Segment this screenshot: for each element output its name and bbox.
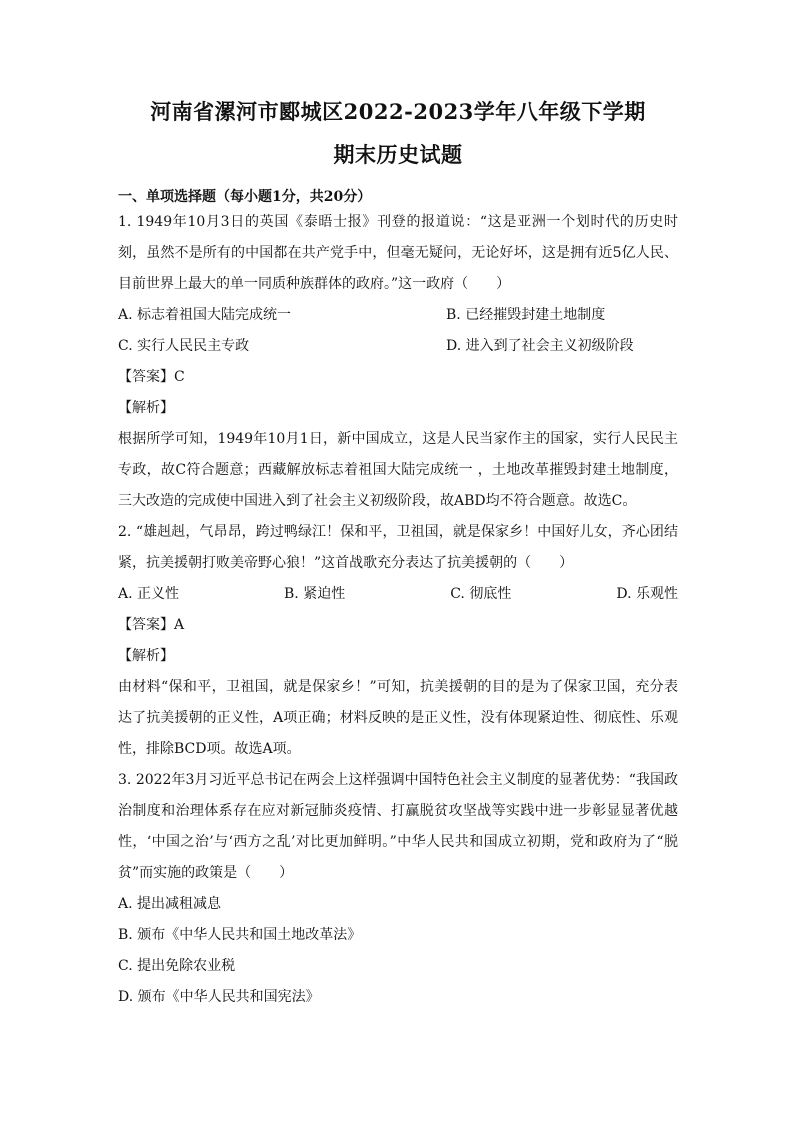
option-c: C. 提出免除农业税 [118,958,236,974]
analysis-label: 【解析】 [118,648,174,664]
analysis-label: 【解析】 [118,400,174,416]
analysis: 由材料“保和平，卫祖国，就是保家乡！”可知，抗美援朝的目的是为了保家卫国，充分表达了抗美援朝的正义性，A项正确；材料反映的是正义性，没有体现紧迫性、彻底性、乐观性，排除BCD项。故选A项。 [118,679,678,757]
exam-page [118,98,678,1013]
answer: 【答案】C [118,369,185,385]
question-stem: 1. 1949年10月3日的英国《泰晤士报》刊登的报道说：“这是亚洲一个划时代的历史时刻，虽然不是所有的中国都在共产党手中，但毫无疑问，无论好坏，这是拥有近5亿人民、目前世界上最大的单一同质种族群体的政府。”这一政府（ ） [118,214,678,292]
title-line1: 河南省漯河市郾城区2022-2023学年八年级下学期 [150,99,646,124]
option-d: D. 乐观性 [616,586,678,602]
question-3 [118,765,678,1013]
question-stem: 2. “雄赳赳，气昂昂，跨过鸭绿江！保和平，卫祖国，就是保家乡！中国好儿女，齐心团结紧，抗美援朝打败美帝野心狼！”这首战歌充分表达了抗美援朝的（ ） [118,524,678,571]
options [118,889,678,1013]
title-line2: 期末历史试题 [333,142,463,167]
option-d: D. 颁布《中华人民共和国宪法》 [118,989,320,1005]
analysis: 根据所学可知，1949年10月1日，新中国成立，这是人民当家作主的国家，实行人民民主专政，故C符合题意；西藏解放标志着祖国大陆完成统一 ，土地改革摧毁封建土地制度，三大改造的完成使中国进入到了社会主义初级阶段，故ABD均不符合题意。故选C。 [118,431,678,509]
option-a: A. 提出减租减息 [118,896,222,912]
option-b: B. 紧迫性 [284,586,346,602]
option-b: B. 颁布《中华人民共和国土地改革法》 [118,927,362,943]
question-2 [118,517,678,765]
option-c: C. 彻底性 [450,586,512,602]
option-d: D. 进入到了社会主义初级阶段 [446,338,634,354]
option-c: C. 实行人民民主专政 [118,338,250,354]
option-b: B. 已经摧毁封建土地制度 [446,307,606,323]
option-a: A. 标志着祖国大陆完成统一 [118,307,292,323]
section-heading: 一、单项选择题（每小题1分，共20分） [118,189,372,205]
option-a: A. 正义性 [118,586,180,602]
question-stem: 3. 2022年3月习近平总书记在两会上这样强调中国特色社会主义制度的显著优势：“我国政治制度和治理体系存在应对新冠肺炎疫情、打赢脱贫攻坚战等实践中进一步彰显显著优越性，‘中国之治’与‘西方之乱’对比更加鲜明。”中华人民共和国成立初期，党和政府为了“脱贫”而实施的政策是（ ） [118,772,678,881]
options [118,300,678,362]
question-1 [118,207,678,517]
options [118,579,678,610]
answer: 【答案】A [118,617,185,633]
